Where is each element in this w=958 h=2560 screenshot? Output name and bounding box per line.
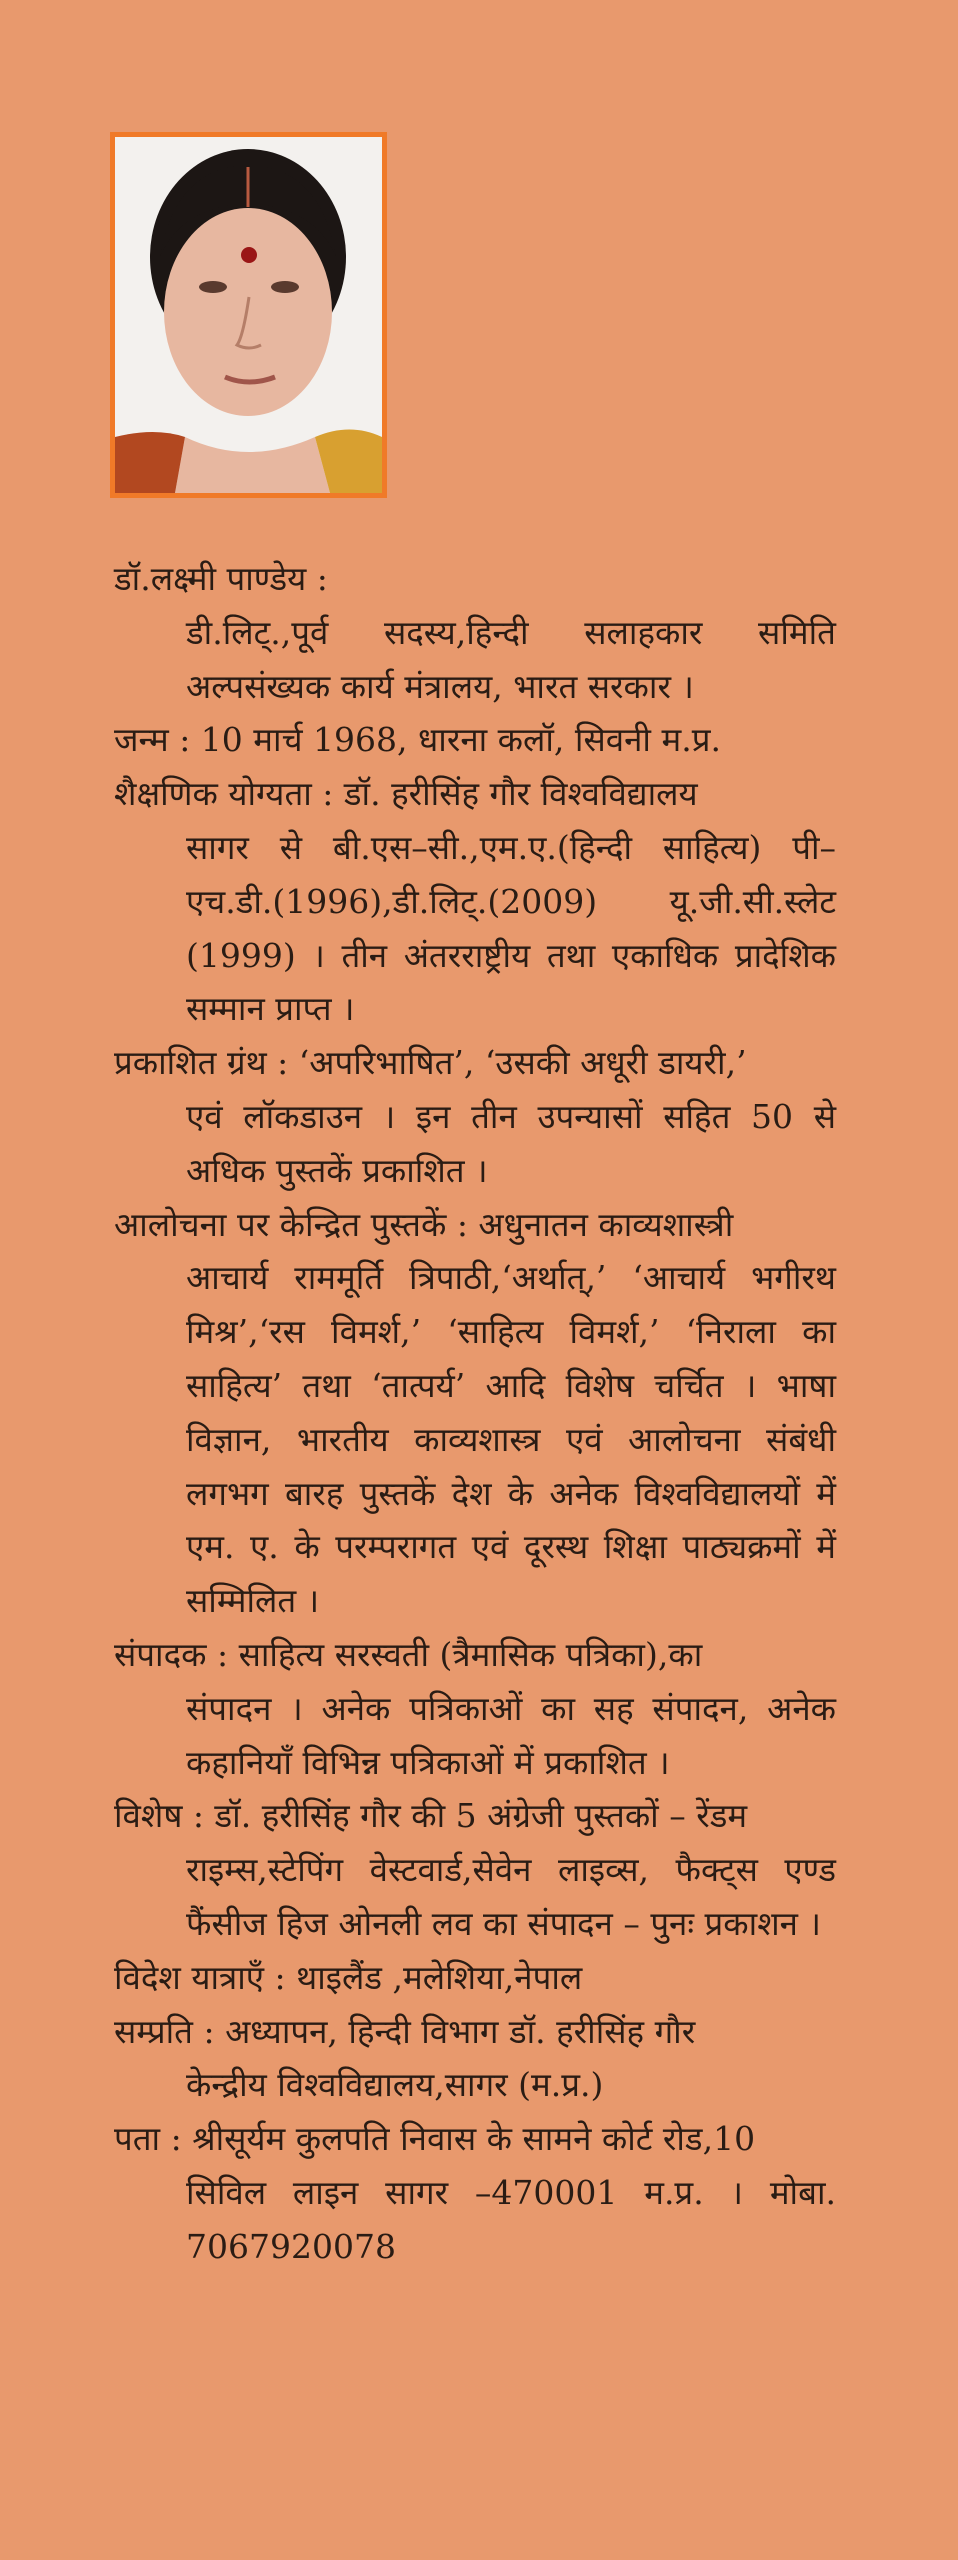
bio-current-lead: सम्प्रति : अध्यापन, हिन्दी विभाग डॉ. हरीसिंह गौर — [114, 2011, 696, 2051]
bio-criticism-body: आचार्य राममूर्ति त्रिपाठी,‘अर्थात्,’ ‘आचार्य भगीरथ मिश्र’,‘रस विमर्श,’ ‘साहित्य विमर्श,’ ‘निराला का साहित्य’ तथा ‘तात्पर्य’ आदि विशेष चर्चित । भाषा विज्ञान, भारतीय काव्यशास्त्र एवं आलोचना संबंधी लगभग बारह पुस्तकें देश के अनेक विश्वविद्यालयों में एम. ए. के परम्परागत एवं दूरस्थ शिक्षा पाठ्यक्रमों में सम्मिलित । — [186, 1258, 836, 1621]
author-intro — [114, 552, 836, 713]
bio-published-body: एवं लॉकडाउन । इन तीन उपन्यासों सहित 50 से अधिक पुस्तकें प्रकाशित । — [186, 1096, 836, 1190]
bio-special-lead: विशेष : डॉ. हरीसिंह गौर की 5 अंग्रेजी पुस्तकों – रेंडम — [114, 1796, 748, 1836]
bio-education-lead: शैक्षणिक योग्यता : डॉ. हरीसिंह गौर विश्वविद्यालय — [114, 774, 698, 814]
bio-special — [114, 1789, 836, 1950]
bio-address-body: सिविल लाइन सागर –470001 म.प्र. । मोबा. 7067920078 — [186, 2172, 836, 2266]
bio-birth — [114, 713, 836, 767]
bio-editor — [114, 1628, 836, 1789]
portrait-image — [115, 137, 382, 493]
bio-special-body: राइम्स,स्टेपिंग वेस्टवार्ड,सेवेन लाइव्स, फैक्ट्स एण्ड फैंसीज हिज ओनली लव का संपादन – पुनः प्रकाशन । — [186, 1850, 836, 1943]
bio-birth-text: जन्म : 10 मार्च 1968, धारना कलॉ, सिवनी म.प्र. — [114, 720, 721, 760]
author-bio — [114, 552, 836, 2274]
bio-current-body: केन्द्रीय विश्वविद्यालय,सागर (म.प्र.) — [186, 2065, 604, 2105]
bio-editor-body: संपादन । अनेक पत्रिकाओं का सह संपादन, अनेक कहानियाँ विभिन्न पत्रिकाओं में प्रकाशित । — [186, 1688, 836, 1782]
author-photo — [110, 132, 387, 498]
bio-foreign-travel-text: विदेश यात्राएँ : थाइलैंड ,मलेशिया,नेपाल — [114, 1957, 583, 1997]
bio-criticism-books — [114, 1198, 836, 1628]
author-intro-text: डी.लिट्.,पूर्व सदस्य,हिन्दी सलाहकार समिति अल्पसंख्यक कार्य मंत्रालय, भारत सरकार । — [186, 612, 836, 706]
bio-foreign-travel — [114, 1951, 836, 2005]
bio-address-lead: पता : श्रीसूर्यम कुलपति निवास के सामने कोर्ट रोड,10 — [114, 2119, 756, 2159]
bio-education — [114, 767, 836, 1036]
bio-current-position — [114, 2005, 836, 2113]
bio-published-books — [114, 1036, 836, 1197]
bio-editor-lead: संपादक : साहित्य सरस्वती (त्रैमासिक पत्रिका),का — [114, 1634, 703, 1674]
author-name: डॉ.लक्ष्मी पाण्डेय : — [114, 559, 328, 598]
bio-education-body: सागर से बी.एस–सी.,एम.ए.(हिन्दी साहित्य) पी–एच.डी.(1996),डी.लिट्.(2009) यू.जी.सी.स्लेट (1999) । तीन अंतरराष्ट्रीय तथा एकाधिक प्रादेशिक सम्मान प्राप्त । — [186, 827, 836, 1029]
bio-criticism-lead: आलोचना पर केन्द्रित पुस्तकें : अधुनातन काव्यशास्त्री — [114, 1204, 734, 1244]
bio-address — [114, 2112, 836, 2273]
bio-published-lead: प्रकाशित ग्रंथ : ‘अपरिभाषित’, ‘उसकी अधूरी डायरी,’ — [114, 1043, 747, 1083]
